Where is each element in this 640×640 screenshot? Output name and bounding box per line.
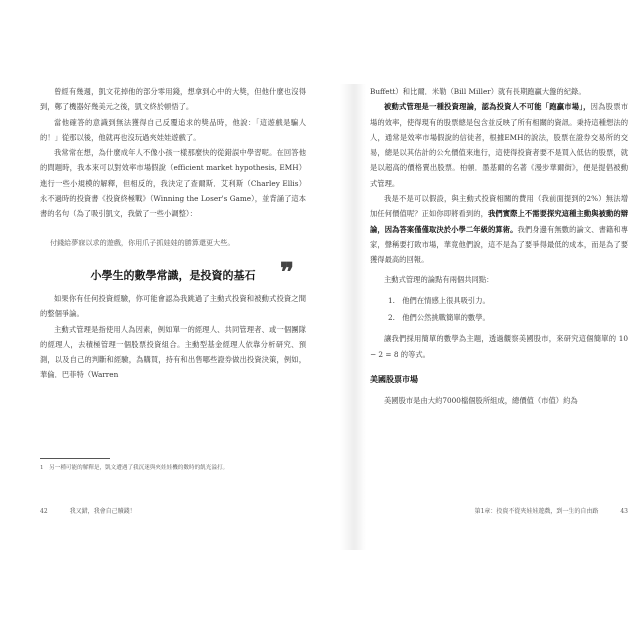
- left-footer: [40, 504, 136, 519]
- section-title: 小學生的數學常識，是投資的基石: [90, 268, 256, 282]
- argument-after: 我們身邊有無數的論文、書籍和專家，聲稱要打敗市場，華竟他們說，這不是為了要爭得最低的成本，而是為了要獲得最高的回報。: [370, 224, 629, 265]
- book-spread: [28, 84, 629, 550]
- list-item: 2. 他們公然挑戰簡單的數學。: [388, 313, 490, 323]
- left-paragraph-3: 我常常在想，為什麼成年人不像小孩一樣那麼快的從錯誤中學習呢。在回答他的問題時，我本來可以對效率市場假說（efficient market hypothesis, EMH）進行一些小規模的解釋，但相反的，我決定了查爾斯．艾利斯（Charley Ellis）永不過時的投資書《投資終極戰》（Winning the Loser's Game），並背誦了這本書的名句（為了吸引凱文，我做了一些小調整）：: [40, 148, 306, 219]
- intro-list: 主動式管理的論點有兩個共同點：: [384, 274, 494, 284]
- right-footer: [370, 504, 628, 519]
- section-paragraph-1: 如果你有任何投資經驗，你可能會認為我跳過了主動式投資和被動式投資之間的整個爭論。: [40, 293, 306, 319]
- passive-bold-lead: 被動式管理是一種投資理論，認為投資人不可能「跑贏市場」，: [384, 102, 591, 112]
- footnote: 1 另一種可能的解釋是，凱文遭遇了我沉迷與夾娃娃機的數時的飢光溢打。: [40, 465, 229, 471]
- argument-before: 我是不是可以假設，與主動式投資相關的費用（我前面提到的2%）無法增加任何價值呢？正如你即將看到的，: [370, 194, 628, 219]
- points-list: [388, 293, 628, 326]
- left-running-head: 我又錯，我會自己贖錢！: [69, 508, 136, 515]
- left-paragraph-2: 當他確答的意識到無法獲得自己反覆追求的獎品時，他說：「這遊戲是騙人的！」從那以後，他就再也沒玩過夾娃娃遊戲了。: [40, 117, 306, 142]
- block-quote-text: 付錢給夢寐以求的遊戲，你用爪子抓娃娃的勝算還更大些。: [50, 237, 235, 247]
- market-paragraph: 美國股市是由大約7000檔個股所組成，總價值（市值）約為: [384, 396, 578, 406]
- argument-bold: 我們實際上不需要探究這種主動與被動的辯論，因為答案僅僅取決於小學二年級的算術。: [370, 209, 629, 234]
- passive-paragraph: [370, 99, 628, 191]
- right-page: [370, 84, 628, 550]
- list-item: 1. 他們在情感上很具吸引力。: [388, 295, 490, 305]
- subheading: 美國股票市場: [370, 375, 418, 385]
- book-gutter: [340, 84, 366, 550]
- section-paragraph-2: 主動式管理是指使用人為因素，例如單一的經理人、共同管理者、或一個團隊的經理人，去積極管理一個股票投資組合。主動型基金經理人依靠分析研究、預測，以及自己的判斷和經驗，為購買，持有和出售哪些證券做出投資決策，例如，華倫．巴菲特（Warren: [40, 324, 306, 380]
- closing-paragraph: 讓我們採用簡單的數學為主題，透過觀察美國股市，來研究這個簡單的 10 − 2 = 8 的等式。: [370, 334, 628, 359]
- footnote-divider: [40, 458, 110, 459]
- passive-rest: 因為股票市場的效率，使得現有的股票總是包含並反映了所有相關的資訊。秉持這種想法的人，通常是效率市場假說的信徒者，根據EMH的說法，股票在證券交易所的交易，總是以其估計的公允價值來進行，這使得投資者要不是買入低估的股票，就是以超高的價格賣出股票。柏頓．墨基爾的名著《漫步華爾街》，便是提倡被動式管理。: [370, 102, 628, 188]
- argument-paragraph: [370, 191, 628, 267]
- quote-mark-icon: ❞: [280, 257, 294, 288]
- right-page-number: 43: [620, 508, 628, 515]
- left-page-number: 42: [40, 508, 48, 515]
- right-running-head: 第1章：投資不從夾娃娃遊戲，到一生的自由路: [474, 508, 599, 515]
- left-page: [40, 84, 306, 550]
- right-paragraph-1: Buffett）和比爾．米勒（Bill Miller）就有長期跑贏大盤的紀錄。: [370, 87, 586, 96]
- left-paragraph-1: 曾經有幾週，凱文花掉他的部分零用錢，想拿到心中的大獎，但他什麼也沒得到，鄭了機器好幾美元之後，凱文終於頓悟了。: [40, 87, 306, 112]
